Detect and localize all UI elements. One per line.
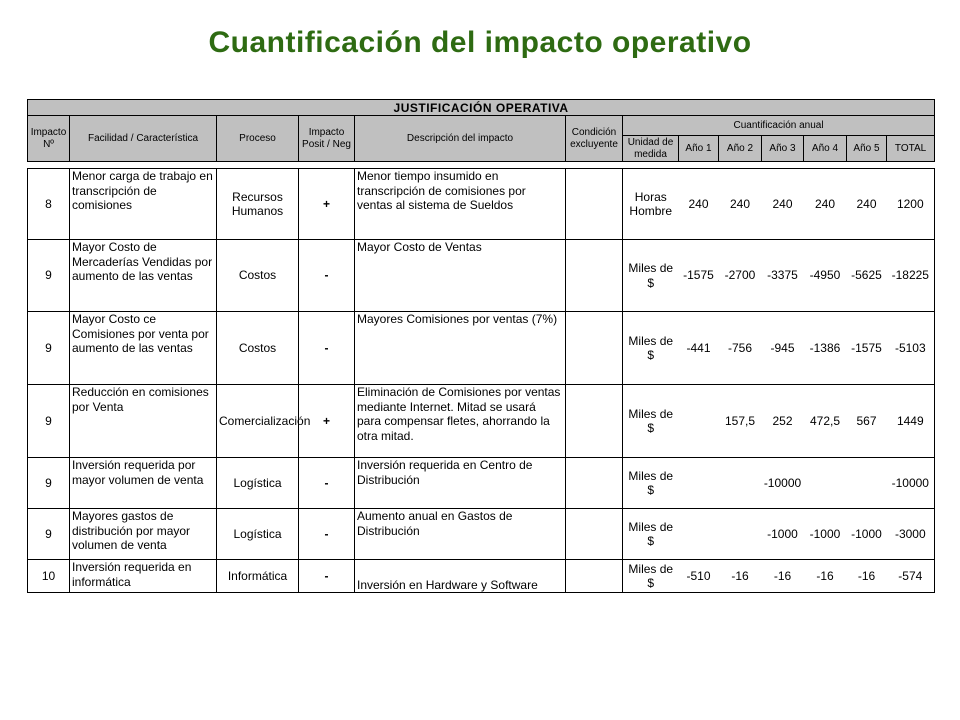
condition-cell (566, 385, 623, 458)
facility-cell: Mayores gastos de distribución por mayor volumen de venta (70, 509, 217, 560)
year-2-value (719, 458, 762, 509)
condition-cell (566, 509, 623, 560)
year-1-value (679, 458, 719, 509)
header-impacto-n: Impacto Nº (28, 116, 70, 162)
facility-cell: Mayor Costo ce Comisiones por venta por aumento de las ventas (70, 312, 217, 385)
unit-cell: Miles de $ (623, 312, 679, 385)
year-1-value (679, 509, 719, 560)
process-cell: Logística (217, 458, 299, 509)
year-1-value: -510 (679, 560, 719, 593)
header-unidad: Unidad de medida (623, 136, 679, 162)
impact-sign: - (299, 312, 355, 385)
total-value: -574 (887, 560, 935, 593)
year-4-value: -16 (804, 560, 847, 593)
table-row (28, 458, 935, 509)
header-year-5: Año 5 (847, 136, 887, 162)
table-row (28, 240, 935, 312)
description-cell: Menor tiempo insumido en transcripción de comisiones por ventas al sistema de Sueldos (355, 169, 566, 240)
total-value: -10000 (887, 458, 935, 509)
condition-cell (566, 240, 623, 312)
year-1-value (679, 385, 719, 458)
header-year-2: Año 2 (719, 136, 762, 162)
impact-sign: - (299, 560, 355, 593)
year-2-value: -16 (719, 560, 762, 593)
table-row (28, 560, 935, 593)
description-cell: Aumento anual en Gastos de Distribución (355, 509, 566, 560)
unit-cell: Miles de $ (623, 385, 679, 458)
year-2-value: -2700 (719, 240, 762, 312)
impact-number: 9 (28, 509, 70, 560)
description-cell: Inversión requerida en Centro de Distribución (355, 458, 566, 509)
total-value: -18225 (887, 240, 935, 312)
facility-cell: Reducción en comisiones por Venta (70, 385, 217, 458)
header-year-1: Año 1 (679, 136, 719, 162)
description-cell: Mayor Costo de Ventas (355, 240, 566, 312)
unit-cell: Miles de $ (623, 240, 679, 312)
year-3-value: -1000 (762, 509, 804, 560)
year-1-value: -441 (679, 312, 719, 385)
impact-number: 8 (28, 169, 70, 240)
year-3-value: -3375 (762, 240, 804, 312)
impact-sign: + (299, 385, 355, 458)
year-5-value: -1575 (847, 312, 887, 385)
year-1-value: 240 (679, 169, 719, 240)
table-body (28, 169, 935, 593)
year-3-value: -16 (762, 560, 804, 593)
slide-title: Cuantificación del impacto operativo (208, 26, 752, 59)
year-3-value: 252 (762, 385, 804, 458)
process-cell: Costos (217, 312, 299, 385)
impact-sign: - (299, 509, 355, 560)
condition-cell (566, 458, 623, 509)
table-caption: JUSTIFICACIÓN OPERATIVA (28, 100, 935, 116)
year-5-value: -16 (847, 560, 887, 593)
year-4-value: -4950 (804, 240, 847, 312)
impact-number: 9 (28, 458, 70, 509)
year-3-value: 240 (762, 169, 804, 240)
impact-number: 10 (28, 560, 70, 593)
year-5-value (847, 458, 887, 509)
header-cuantificacion-anual: Cuantificación anual (623, 116, 935, 136)
header-facilidad: Facilidad / Característica (70, 116, 217, 162)
total-value: -3000 (887, 509, 935, 560)
total-value: -5103 (887, 312, 935, 385)
impact-number: 9 (28, 385, 70, 458)
year-2-value: -756 (719, 312, 762, 385)
table-row (28, 169, 935, 240)
process-cell: Costos (217, 240, 299, 312)
header-year-4: Año 4 (804, 136, 847, 162)
impact-sign: - (299, 458, 355, 509)
operational-justification-table (27, 99, 935, 593)
year-2-value: 157,5 (719, 385, 762, 458)
header-total: TOTAL (887, 136, 935, 162)
year-5-value: -1000 (847, 509, 887, 560)
condition-cell (566, 312, 623, 385)
facility-cell: Menor carga de trabajo en transcripción de comisiones (70, 169, 217, 240)
year-4-value: -1386 (804, 312, 847, 385)
year-5-value: 240 (847, 169, 887, 240)
year-5-value: -5625 (847, 240, 887, 312)
impact-number: 9 (28, 240, 70, 312)
facility-cell: Inversión requerida por mayor volumen de venta (70, 458, 217, 509)
process-cell: Comercialización (217, 385, 299, 458)
operational-justification-sheet (27, 99, 934, 599)
header-descripcion: Descripción del impacto (355, 116, 566, 162)
description-cell: Mayores Comisiones por ventas (7%) (355, 312, 566, 385)
header-year-3: Año 3 (762, 136, 804, 162)
process-cell: Informática (217, 560, 299, 593)
impact-number: 9 (28, 312, 70, 385)
table-header (28, 100, 935, 169)
facility-cell: Inversión requerida en informática (70, 560, 217, 593)
total-value: 1449 (887, 385, 935, 458)
year-3-value: -10000 (762, 458, 804, 509)
process-cell: Logística (217, 509, 299, 560)
total-value: 1200 (887, 169, 935, 240)
year-4-value (804, 458, 847, 509)
year-4-value: -1000 (804, 509, 847, 560)
table-row (28, 312, 935, 385)
facility-cell: Mayor Costo de Mercaderías Vendidas por aumento de las ventas (70, 240, 217, 312)
table-row (28, 385, 935, 458)
header-impacto-posit-neg: Impacto Posit / Neg (299, 116, 355, 162)
process-cell: Recursos Humanos (217, 169, 299, 240)
description-cell: Inversión en Hardware y Software (355, 560, 566, 593)
year-3-value: -945 (762, 312, 804, 385)
description-cell: Eliminación de Comisiones por ventas mediante Internet. Mitad se usará para compensar fletes, ahorrando la otra mitad. (355, 385, 566, 458)
year-5-value: 567 (847, 385, 887, 458)
condition-cell (566, 560, 623, 593)
header-proceso: Proceso (217, 116, 299, 162)
unit-cell: Miles de $ (623, 560, 679, 593)
unit-cell: Miles de $ (623, 458, 679, 509)
header-condicion: Condición excluyente (566, 116, 623, 162)
unit-cell: Miles de $ (623, 509, 679, 560)
year-1-value: -1575 (679, 240, 719, 312)
condition-cell (566, 169, 623, 240)
year-4-value: 472,5 (804, 385, 847, 458)
year-2-value (719, 509, 762, 560)
unit-cell: Horas Hombre (623, 169, 679, 240)
impact-sign: + (299, 169, 355, 240)
impact-sign: - (299, 240, 355, 312)
year-2-value: 240 (719, 169, 762, 240)
table-row (28, 509, 935, 560)
year-4-value: 240 (804, 169, 847, 240)
